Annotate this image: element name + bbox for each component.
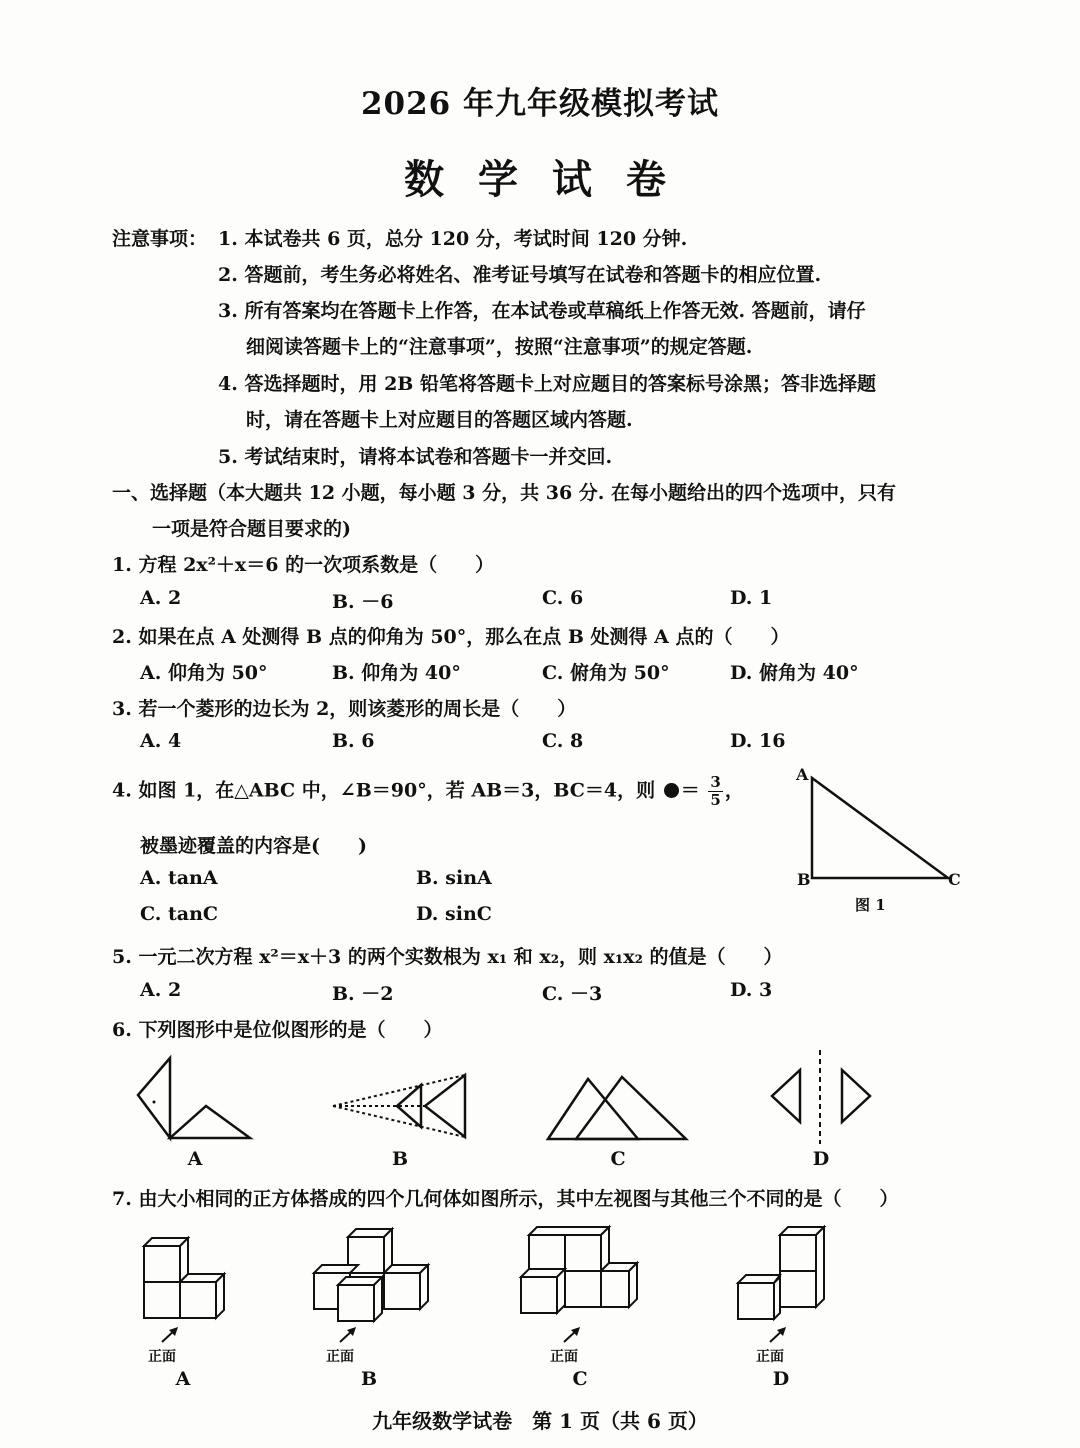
figure-1-vertex-c: C [948, 870, 961, 889]
q4-stem-text: 4. 如图 1，在△ABC 中，∠B＝90°，若 AB＝3，BC＝4，则 [112, 779, 656, 802]
q7-front-label-d: 正面 [756, 1349, 784, 1365]
q3-option-b: B. 6 [332, 730, 375, 752]
q6-figure-b [325, 1065, 475, 1145]
q7-front-arrow-a-icon [158, 1325, 182, 1345]
q3-option-c: C. 8 [542, 730, 584, 752]
q5-stem: 5. 一元二次方程 x²＝x＋3 的两个实数根为 x₁ 和 x₂，则 x₁x₂ 的值是（ ） [112, 946, 783, 968]
q2-option-d: D. 俯角为 40° [730, 662, 859, 684]
q1-option-b: B. －6 [332, 591, 394, 613]
notice-item-3: 3. 所有答案均在答题卡上作答，在本试卷或草稿纸上作答无效. 答题前，请仔 [218, 300, 866, 322]
q7-label-b: B [360, 1368, 378, 1390]
notice-item-4: 4. 答选择题时，用 2B 铅笔将答题卡上对应题目的答案标号涂黑；答非选择题 [218, 373, 876, 395]
q2-option-b: B. 仰角为 40° [332, 662, 461, 684]
notice-item-5: 5. 考试结束时，请将本试卷和答题卡一并交回. [218, 446, 613, 468]
q6-stem: 6. 下列图形中是位似图形的是（ ） [112, 1019, 443, 1041]
ink-blot-icon [664, 783, 679, 798]
q7-front-label-b: 正面 [326, 1349, 354, 1365]
page-footer: 九年级数学试卷 第 1 页（共 6 页） [372, 1409, 708, 1433]
q6-label-a: A [187, 1148, 203, 1170]
section1-heading-cont: 一项是符合题目要求的) [152, 518, 351, 540]
q6-label-d: D [812, 1148, 830, 1170]
notice-item-4-cont: 时，请在答题卡上对应题目的答题区域内答题. [246, 409, 633, 431]
q6-figure-c [540, 1065, 695, 1145]
figure-1-caption: 图 1 [855, 896, 886, 914]
q3-stem: 3. 若一个菱形的边长为 2，则该菱形的周长是（ ） [112, 698, 577, 720]
q4-option-a: A. tanA [140, 867, 218, 889]
q6-figure-d [760, 1048, 880, 1148]
notice-item-1: 1. 本试卷共 6 页，总分 120 分，考试时间 120 分钟. [218, 228, 688, 250]
figure-1-vertex-a: A [796, 765, 809, 784]
q7-solid-d [732, 1225, 832, 1325]
q4-option-d: D. sinC [416, 903, 492, 925]
q7-solid-c [515, 1225, 645, 1325]
q7-front-label-c: 正面 [550, 1349, 578, 1365]
q5-option-a: A. 2 [140, 979, 182, 1001]
q4-option-b: B. sinA [416, 867, 492, 889]
q6-figure-a [130, 1050, 260, 1150]
q3-option-a: A. 4 [140, 730, 182, 752]
q4-fraction [708, 774, 722, 809]
q2-option-c: C. 俯角为 50° [542, 662, 670, 684]
q4-fraction-numerator: 3 [710, 773, 721, 791]
q4-stem-end: ， [724, 779, 744, 802]
q1-option-d: D. 1 [730, 587, 773, 609]
q4-option-c: C. tanC [140, 903, 219, 925]
q2-option-a: A. 仰角为 50° [140, 662, 268, 684]
notice-label: 注意事项： [112, 228, 208, 250]
q5-option-b: B. －2 [332, 983, 394, 1005]
exam-subtitle: 数 学 试 卷 [404, 156, 676, 203]
q7-label-d: D [772, 1368, 790, 1390]
q7-front-arrow-d-icon [766, 1325, 790, 1345]
q7-front-arrow-b-icon [336, 1325, 360, 1345]
q7-solid-b [308, 1225, 433, 1330]
q7-front-label-a: 正面 [148, 1349, 176, 1365]
q1-option-c: C. 6 [542, 587, 584, 609]
q1-option-a: A. 2 [140, 587, 182, 609]
q5-option-d: D. 3 [730, 979, 773, 1001]
q4-fraction-denominator: 5 [710, 791, 721, 809]
q7-label-c: C [572, 1368, 588, 1390]
q6-label-b: B [391, 1148, 409, 1170]
notice-item-2: 2. 答题前，考生务必将姓名、准考证号填写在试卷和答题卡的相应位置. [218, 264, 822, 286]
q1-stem: 1. 方程 2x²＋x＝6 的一次项系数是（ ） [112, 554, 495, 576]
q2-stem: 2. 如果在点 A 处测得 B 点的仰角为 50°，那么在点 B 处测得 A 点的（ ） [112, 626, 790, 648]
q5-option-c: C. －3 [542, 983, 603, 1005]
q7-stem: 7. 由大小相同的正方体搭成的四个几何体如图所示，其中左视图与其他三个不同的是（ ） [112, 1188, 899, 1210]
notice-item-3-cont: 细阅读答题卡上的“注意事项”，按照“注意事项”的规定答题. [246, 336, 753, 358]
q4-stem-cont: 被墨迹覆盖的内容是( ) [140, 835, 367, 857]
q3-option-d: D. 16 [730, 730, 786, 752]
q6-label-c: C [610, 1148, 626, 1170]
q4-stem: 4. 如图 1，在△ABC 中，∠B＝90°，若 AB＝3，BC＝4，则 ＝ $\frac{3}{5}$ ， [112, 773, 744, 809]
figure-1-vertex-b: B [797, 870, 811, 889]
q7-front-arrow-c-icon [560, 1325, 584, 1345]
q7-solid-a [138, 1232, 233, 1332]
section1-heading: 一、选择题（本大题共 12 小题，每小题 3 分，共 36 分. 在每小题给出的四个选项中，只有 [112, 482, 897, 504]
q7-label-a: A [175, 1368, 191, 1390]
exam-title: 2026 年九年级模拟考试 [360, 86, 720, 122]
